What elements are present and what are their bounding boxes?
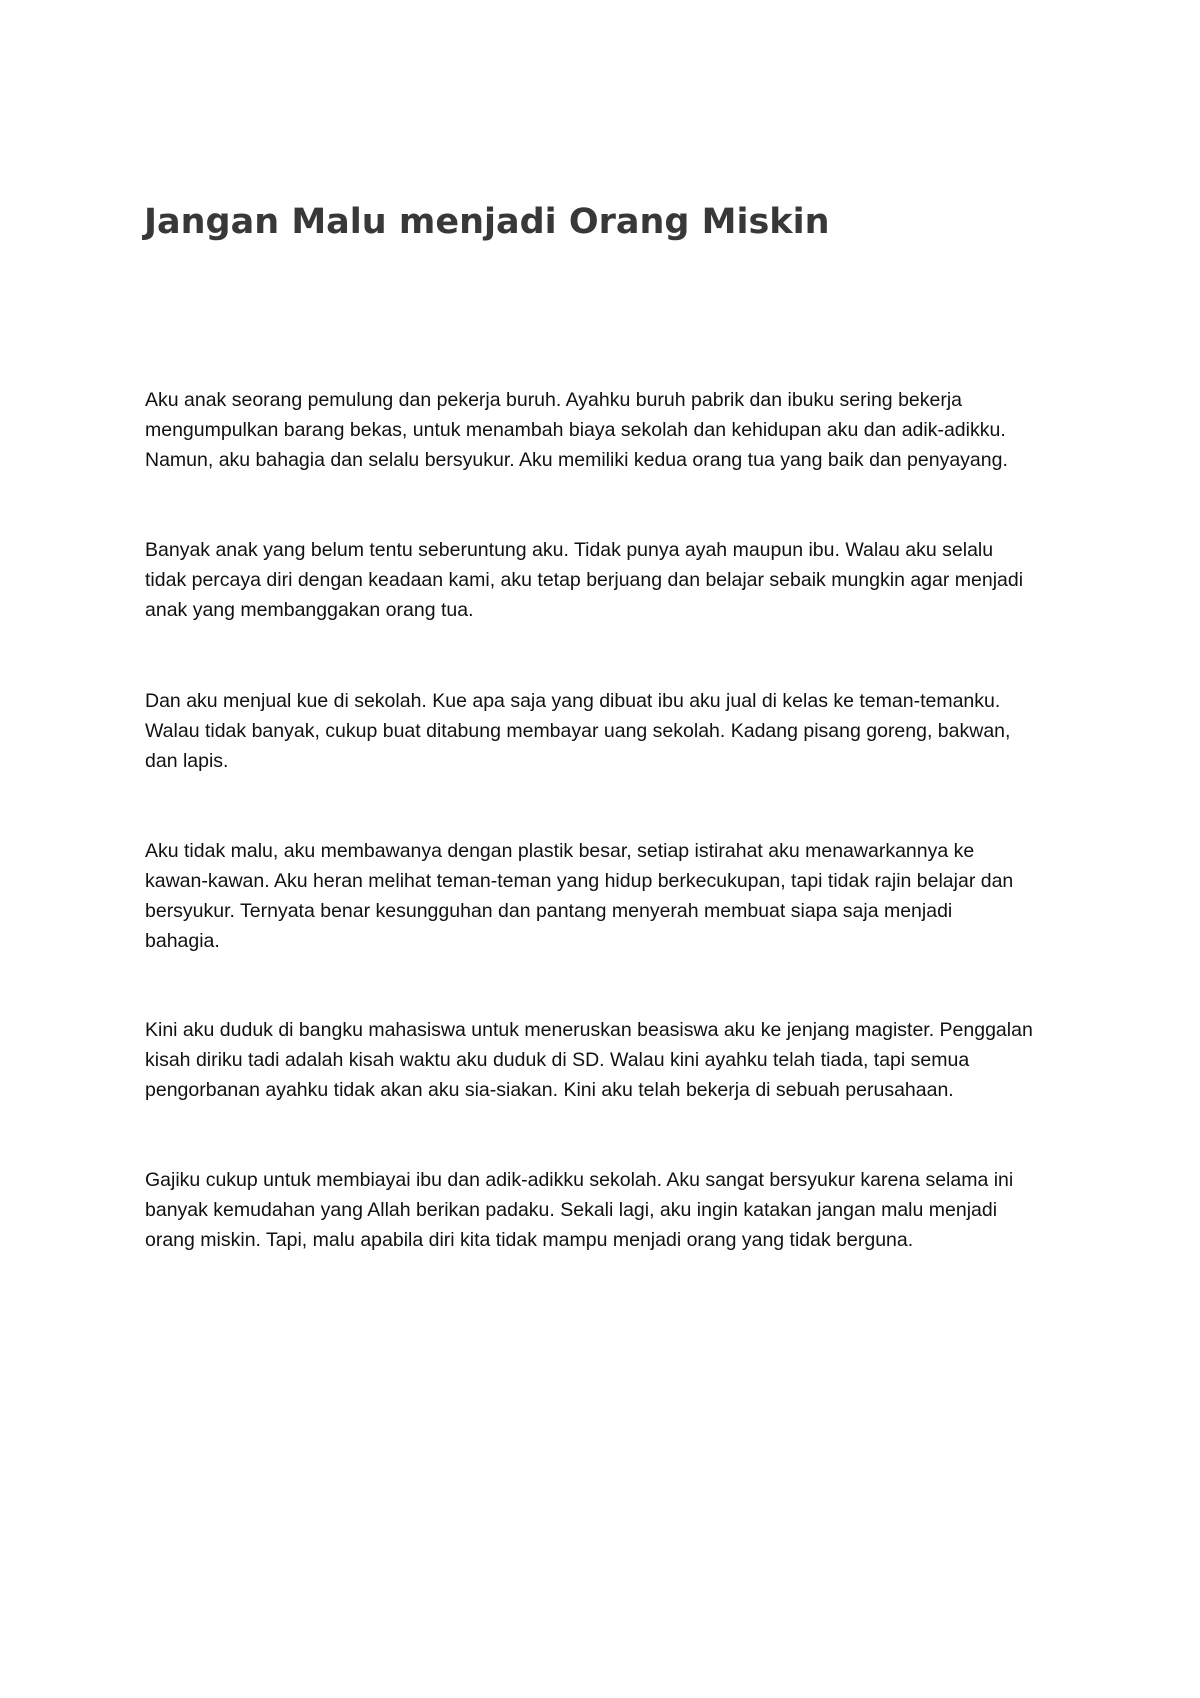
paragraph-line: bersyukur. Ternyata benar kesungguhan dan pantang menyerah membuat siapa saja menjadi: [145, 900, 953, 922]
paragraph-2: [145, 535, 1065, 625]
paragraph-line: Aku anak seorang pemulung dan pekerja buruh. Ayahku buruh pabrik dan ibuku sering bekerja: [145, 389, 963, 411]
paragraph-line: Aku tidak malu, aku membawanya dengan plastik besar, setiap istirahat aku menawarkannya ke: [145, 840, 975, 862]
paragraph-line: tidak percaya diri dengan keadaan kami, aku tetap berjuang dan belajar sebaik mungkin agar menjadi: [145, 569, 1024, 591]
paragraph-line: Gajiku cukup untuk membiayai ibu dan adik-adikku sekolah. Aku sangat bersyukur karena selama ini: [145, 1169, 1014, 1191]
paragraph-line: Namun, aku bahagia dan selalu bersyukur. Aku memiliki kedua orang tua yang baik dan penyayang.: [145, 449, 1008, 471]
paragraph-4: [145, 836, 1065, 956]
paragraph-line: banyak kemudahan yang Allah berikan padaku. Sekali lagi, aku ingin katakan jangan malu menjadi: [145, 1199, 998, 1221]
paragraph-line: orang miskin. Tapi, malu apabila diri kita tidak mampu menjadi orang yang tidak berguna.: [145, 1229, 914, 1251]
paragraph-line: anak yang membanggakan orang tua.: [145, 599, 474, 621]
paragraph-line: bahagia.: [145, 930, 220, 952]
paragraph-line: dan lapis.: [145, 750, 229, 772]
paragraph-5: [145, 1015, 1065, 1105]
paragraph-1: [145, 385, 1065, 475]
paragraph-line: mengumpulkan barang bekas, untuk menambah biaya sekolah dan kehidupan aku dan adik-adikku.: [145, 419, 1006, 441]
paragraph-line: Kini aku duduk di bangku mahasiswa untuk meneruskan beasiswa aku ke jenjang magister. Penggalan: [145, 1019, 1033, 1041]
paragraph-line: pengorbanan ayahku tidak akan aku sia-siakan. Kini aku telah bekerja di sebuah perusahaan.: [145, 1079, 954, 1101]
paragraph-line: Banyak anak yang belum tentu seberuntung aku. Tidak punya ayah maupun ibu. Walau aku selalu: [145, 539, 994, 561]
paragraph-line: kawan-kawan. Aku heran melihat teman-teman yang hidup berkecukupan, tapi tidak rajin belajar dan: [145, 870, 1014, 892]
paragraph-line: Dan aku menjual kue di sekolah. Kue apa saja yang dibuat ibu aku jual di kelas ke teman-temanku.: [145, 690, 1001, 712]
paragraph-line: Walau tidak banyak, cukup buat ditabung membayar uang sekolah. Kadang pisang goreng, bakwan,: [145, 720, 1011, 742]
paragraph-6: [145, 1165, 1065, 1255]
document-title: Jangan Malu menjadi Orang Miskin: [144, 202, 830, 242]
paragraph-3: [145, 686, 1065, 776]
paragraph-line: kisah diriku tadi adalah kisah waktu aku duduk di SD. Walau kini ayahku telah tiada, tapi semua: [145, 1049, 970, 1071]
